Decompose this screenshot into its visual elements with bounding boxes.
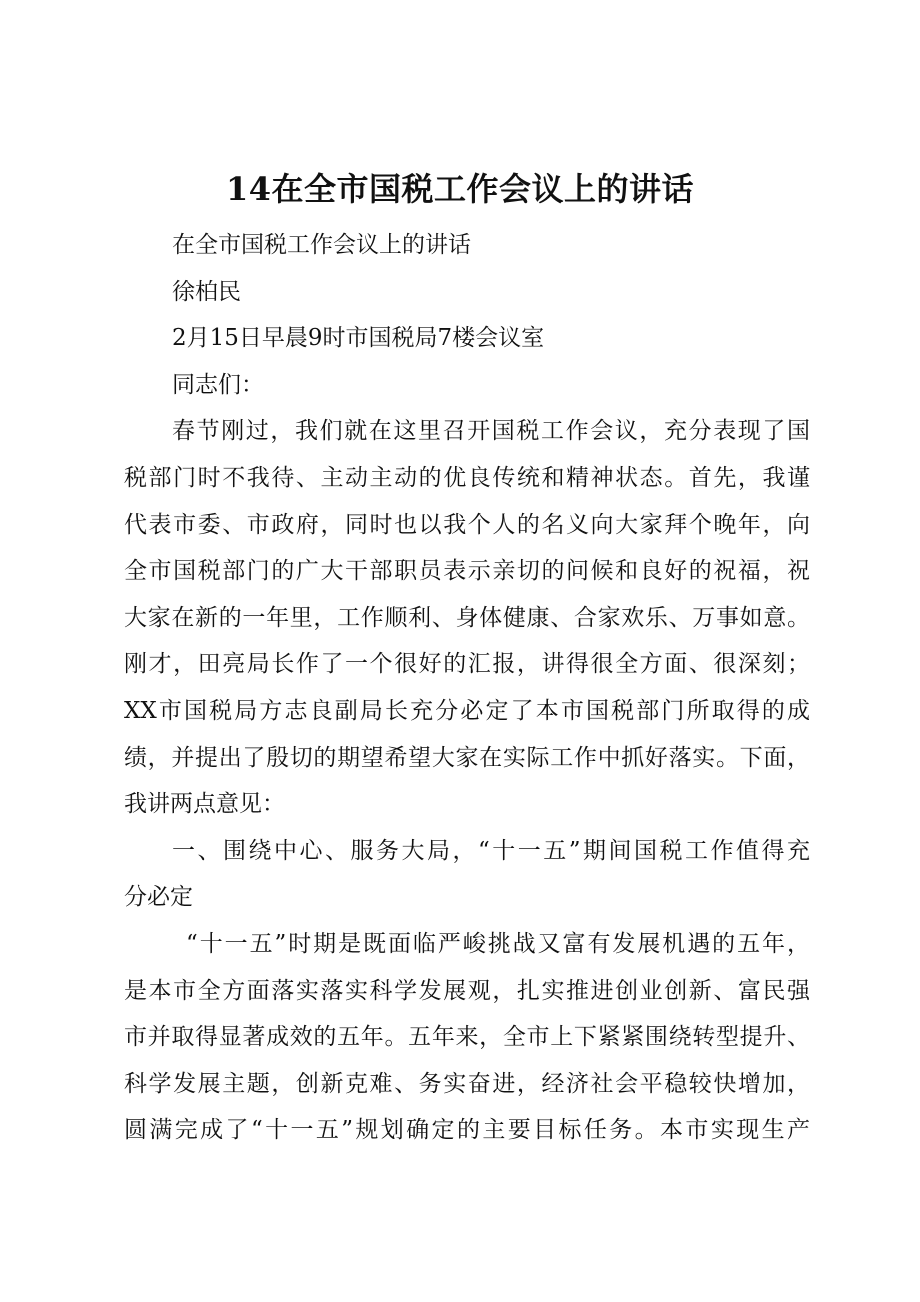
document-body — [124, 222, 810, 1154]
paragraph-line: 市并取得显著成效的五年。五年来，全市上下紧紧围绕转型提升、 — [124, 1024, 810, 1051]
paragraph-line: 刚才，田亮局长作了一个很好的汇报，讲得很全方面、很深刻； — [124, 651, 810, 678]
paragraph-line: 大家在新的一年里，工作顺利、身体健康、合家欢乐、万事如意。 — [124, 604, 810, 631]
salutation-line: 同志们： — [172, 371, 264, 398]
paragraph-line: 春节刚过，我们就在这里召开国税工作会议，充分表现了国 — [172, 418, 810, 445]
document-title: 14在全市国税工作会议上的讲话 — [225, 170, 695, 208]
paragraph-line: 我讲两点意见： — [124, 791, 285, 818]
subtitle-line: 在全市国税工作会议上的讲话 — [172, 232, 471, 258]
paragraph-line: 全市国税部门的广大干部职员表示亲切的问候和良好的祝福，祝 — [124, 558, 810, 585]
paragraph-line: XX市国税局方志良副局长充分必定了本市国税部门所取得的成 — [124, 697, 810, 724]
paragraph-line: 是本市全方面落实落实科学发展观，扎实推进创业创新、富民强 — [124, 977, 810, 1004]
paragraph-line: 代表市委、市政府，同时也以我个人的名义向大家拜个晚年，向 — [124, 511, 810, 538]
section-heading-line: 一、围绕中心、服务大局，“十一五”期间国税工作值得充 — [172, 837, 810, 864]
paragraph-line: “十一五”时期是既面临严峻挑战又富有发展机遇的五年， — [186, 930, 810, 957]
section-heading-line: 分必定 — [124, 884, 193, 911]
paragraph-line: 圆满完成了“十一五”规划确定的主要目标任务。本市实现生产 — [124, 1117, 810, 1144]
date-location-line: 2月15日早晨9时市国税局7楼会议室 — [172, 325, 545, 352]
paragraph-line: 科学发展主题，创新克难、务实奋进，经济社会平稳较快增加， — [124, 1070, 810, 1097]
paragraph-line: 绩，并提出了殷切的期望希望大家在实际工作中抓好落实。下面， — [124, 744, 810, 771]
author-line: 徐柏民 — [172, 278, 241, 305]
paragraph-line: 税部门时不我待、主动主动的优良传统和精神状态。首先，我谨 — [124, 464, 810, 491]
